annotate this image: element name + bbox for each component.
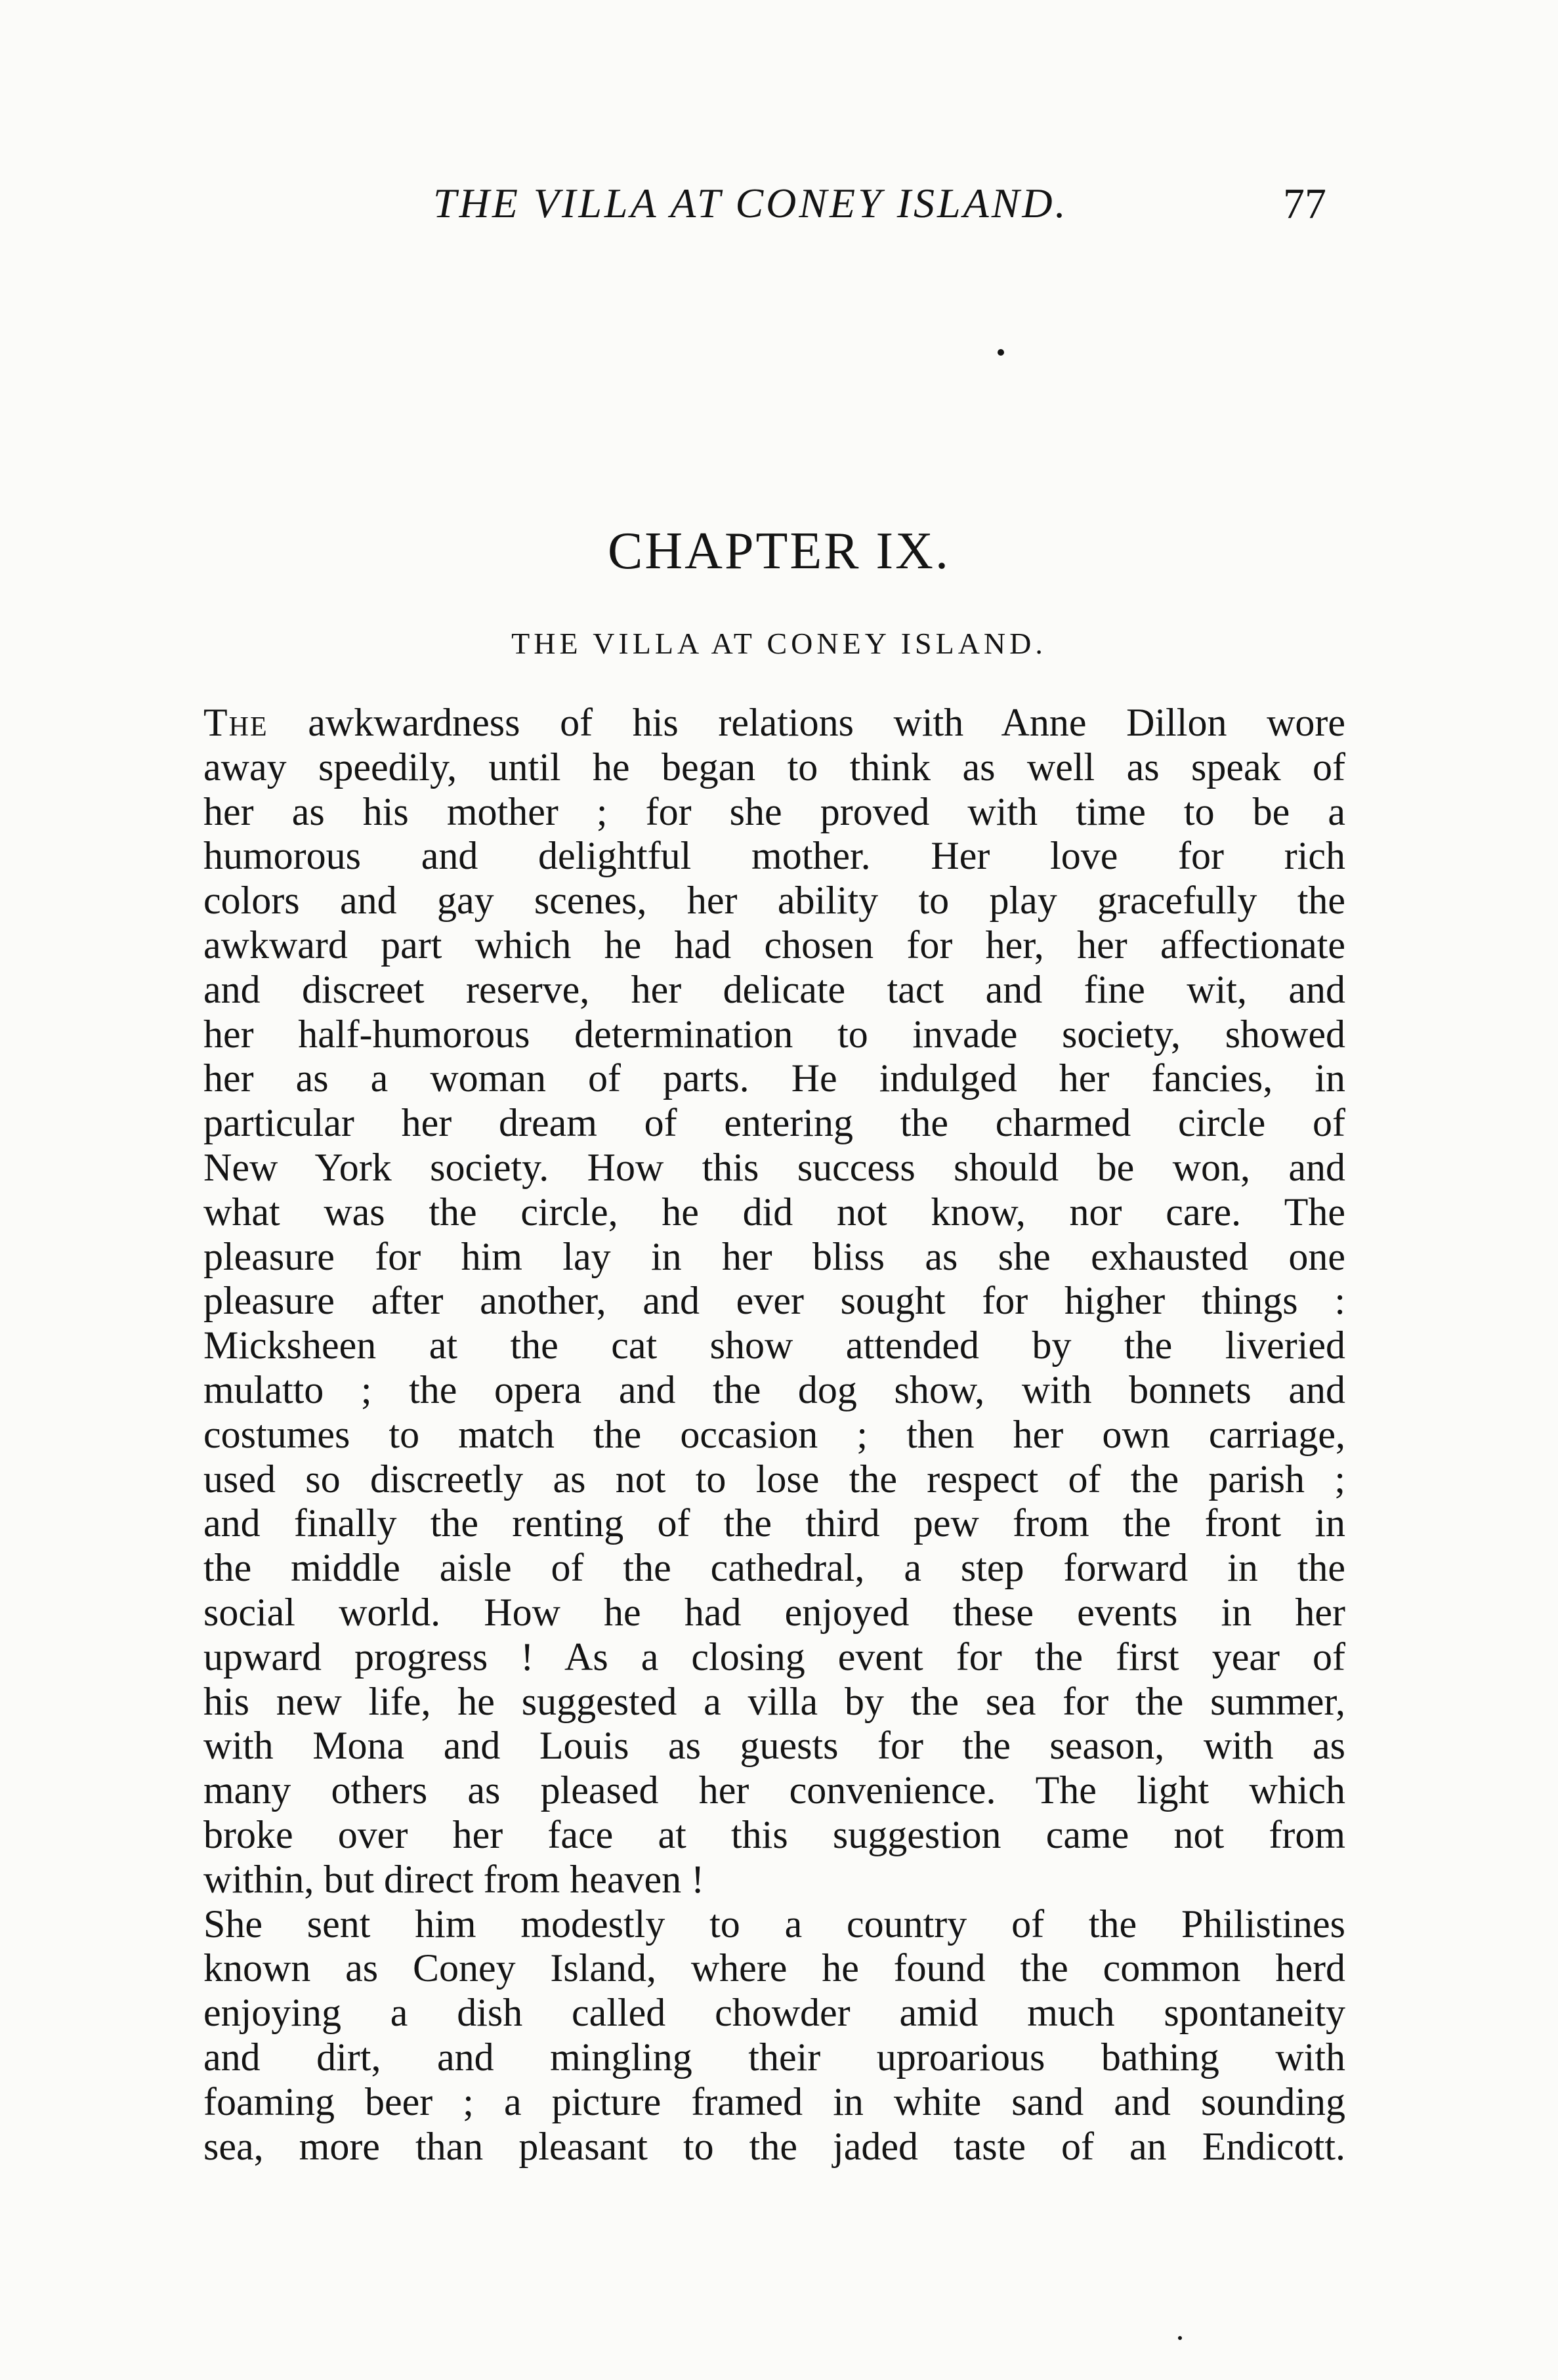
text-line: particular her dream of entering the charmed circle of xyxy=(203,1101,1345,1145)
text-line: her as his mother ; for she proved with time to be a xyxy=(203,789,1345,833)
ink-speck xyxy=(998,349,1004,356)
text-line: what was the circle, he did not know, nor care. The xyxy=(203,1190,1345,1234)
ink-speck xyxy=(1178,2336,1182,2340)
text-line: colors and gay scenes, her ability to play gracefully the xyxy=(203,879,1345,923)
text-line: known as Coney Island, where he found the common herd xyxy=(203,1946,1345,1990)
chapter-body xyxy=(203,701,1345,2169)
text-line: sea, more than pleasant to the jaded taste of an Endicott. xyxy=(203,2124,1345,2168)
text-line: pleasure after another, and ever sought for higher things : xyxy=(203,1279,1345,1323)
text-line: used so discreetly as not to lose the respect of the parish ; xyxy=(203,1457,1345,1501)
text-line: enjoying a dish called chowder amid much spontaneity xyxy=(203,1991,1345,2035)
running-head: THE VILLA AT CONEY ISLAND. xyxy=(433,180,1068,226)
text-line: away speedily, until he began to think as well as speak of xyxy=(203,745,1345,789)
page-number: 77 xyxy=(1283,180,1326,228)
text-line: New York society. How this success should be won, and xyxy=(203,1145,1345,1189)
text-line: her as a woman of parts. He indulged her fancies, in xyxy=(203,1056,1345,1100)
text-line: broke over her face at this suggestion came not from xyxy=(203,1812,1345,1856)
text-line: awkward part which he had chosen for her, her affectionate xyxy=(203,923,1345,967)
text-line: her half-humorous determination to invade society, showed xyxy=(203,1012,1345,1056)
text-line: upward progress ! As a closing event for the first year of xyxy=(203,1635,1345,1679)
text-line: mulatto ; the opera and the dog show, with bonnets and xyxy=(203,1367,1345,1411)
text-line: with Mona and Louis as guests for the season, with as xyxy=(203,1724,1345,1768)
text-line: and discreet reserve, her delicate tact and fine wit, and xyxy=(203,967,1345,1011)
text-line: and dirt, and mingling their uproarious bathing with xyxy=(203,2035,1345,2079)
text-line: humorous and delightful mother. Her love for rich xyxy=(203,834,1345,878)
text-line: pleasure for him lay in her bliss as she exhausted one xyxy=(203,1234,1345,1278)
text-line: within, but direct from heaven ! xyxy=(203,1857,705,1901)
text-line: She sent him modestly to a country of the Philistines xyxy=(203,1902,1345,1946)
text-line: the middle aisle of the cathedral, a step forward in the xyxy=(203,1546,1345,1590)
text-line: costumes to match the occasion ; then her own carriage, xyxy=(203,1412,1345,1456)
text-line: many others as pleased her convenience. The light which xyxy=(203,1768,1345,1812)
text-line: social world. How he had enjoyed these events in her xyxy=(203,1590,1345,1634)
text-line: Micksheen at the cat show attended by the liveried xyxy=(203,1324,1345,1367)
chapter-title: CHAPTER IX. xyxy=(608,522,950,580)
text-line: foaming beer ; a picture framed in white sand and sounding xyxy=(203,2079,1345,2123)
chapter-subtitle: THE VILLA AT CONEY ISLAND. xyxy=(511,627,1047,660)
drop-word: The xyxy=(203,701,268,744)
text-line: and finally the renting of the third pew from the front in xyxy=(203,1501,1345,1545)
text-line: The awkwardness of his relations with Anne Dillon wore xyxy=(203,701,1345,744)
text-line: his new life, he suggested a villa by the sea for the summer, xyxy=(203,1679,1345,1723)
